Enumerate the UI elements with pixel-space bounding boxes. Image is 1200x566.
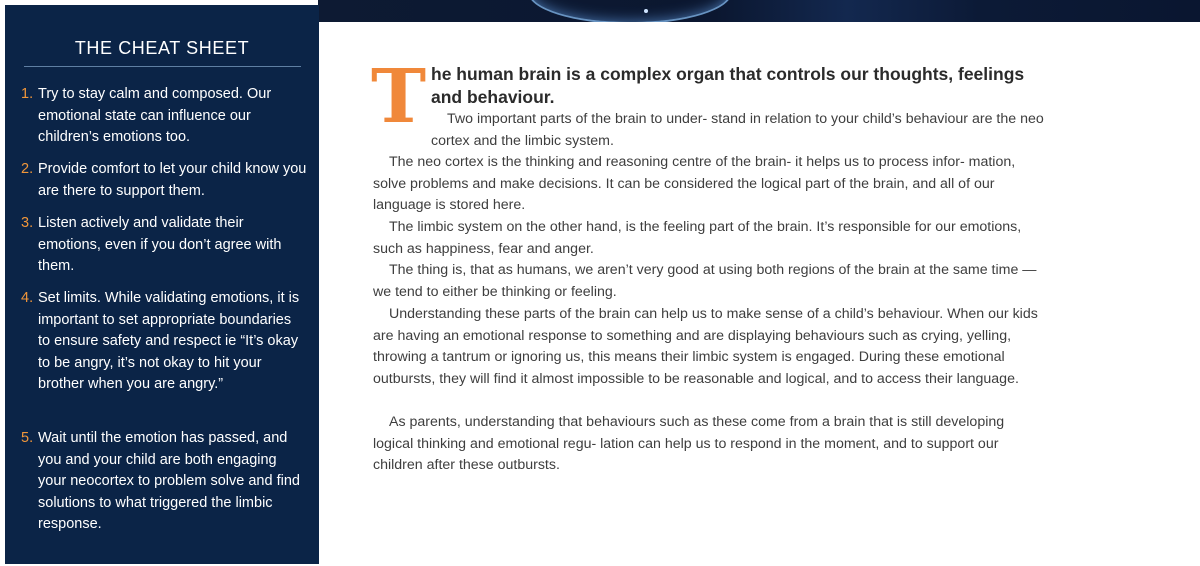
sidebar-title: THE CHEAT SHEET <box>74 38 250 58</box>
tip-item-5 <box>21 428 307 536</box>
tip-number: 3. <box>21 215 34 231</box>
tip-text: Listen actively and validate their emotions, even if you don’t agree with them. <box>38 215 282 274</box>
tip-item-3 <box>21 213 307 278</box>
article-headline: he human brain is a complex organ that controls our thoughts, feelings and behaviour. <box>431 64 1025 107</box>
article-paragraph-4: Understanding these parts of the brain can help us to make sense of a child’s behaviour. When our kids are having an emotional response to something and are displaying behaviours such as crying, yelling, throwing a tantrum or ignoring us, this means their limbic system is engaged. During these emotional outbursts, they will find it almost impossible to be reasonable and logical, and to access their language. <box>373 306 1038 388</box>
tip-text: Wait until the emotion has passed, and you and your child are both engaging your neocortex to problem solve and find solutions to what triggered the limbic response. <box>38 430 300 532</box>
tip-item-1 <box>21 84 307 149</box>
tip-text: Set limits. While validating emotions, it is important to set appropriate boundaries to ensure safety and respect ie “It’s okay to be angry, it’s not okay to hit your brother when you are angry.” <box>38 290 300 392</box>
article-paragraph-1: The neo cortex is the thinking and reasoning centre of the brain- it helps us to process infor- mation, solve problems and make decisions. It can be considered the logical part of the brain, and all of our language is stored here. <box>373 154 1016 214</box>
tip-number: 1. <box>21 86 34 102</box>
tip-text: Provide comfort to let your child know you are there to support them. <box>38 161 307 199</box>
tip-text: Try to stay calm and composed. Our emotional state can influence our children’s emotions too. <box>38 86 272 145</box>
cheat-sheet-sidebar <box>5 5 319 564</box>
sidebar-divider <box>24 66 301 67</box>
article-intro-paragraph: Two important parts of the brain to under- stand in relation to your child’s behaviour are the neo cortex and the limbic system. <box>431 111 1044 149</box>
tip-number: 5. <box>21 430 34 446</box>
drop-cap-letter: T <box>371 54 427 140</box>
article-paragraph-5: As parents, understanding that behaviours such as these come from a brain that is still developing logical thinking and emotional regu- lation can help us to respond in the moment, and to support our children after these outbursts. <box>373 414 1005 474</box>
banner-dot <box>644 9 648 13</box>
header-banner-image <box>318 0 1200 22</box>
tip-item-2 <box>21 159 307 202</box>
tip-number: 2. <box>21 161 34 177</box>
article-paragraph-2: The limbic system on the other hand, is the feeling part of the brain. It’s responsible for our emotions, such as happiness, fear and anger. <box>373 219 1022 257</box>
banner-glow-shape <box>528 0 732 22</box>
tip-item-4 <box>21 288 307 396</box>
tip-number: 4. <box>21 290 34 306</box>
article-paragraph-3: The thing is, that as humans, we aren’t very good at using both regions of the brain at the same time — we tend to either be thinking or feeling. <box>373 262 1037 300</box>
